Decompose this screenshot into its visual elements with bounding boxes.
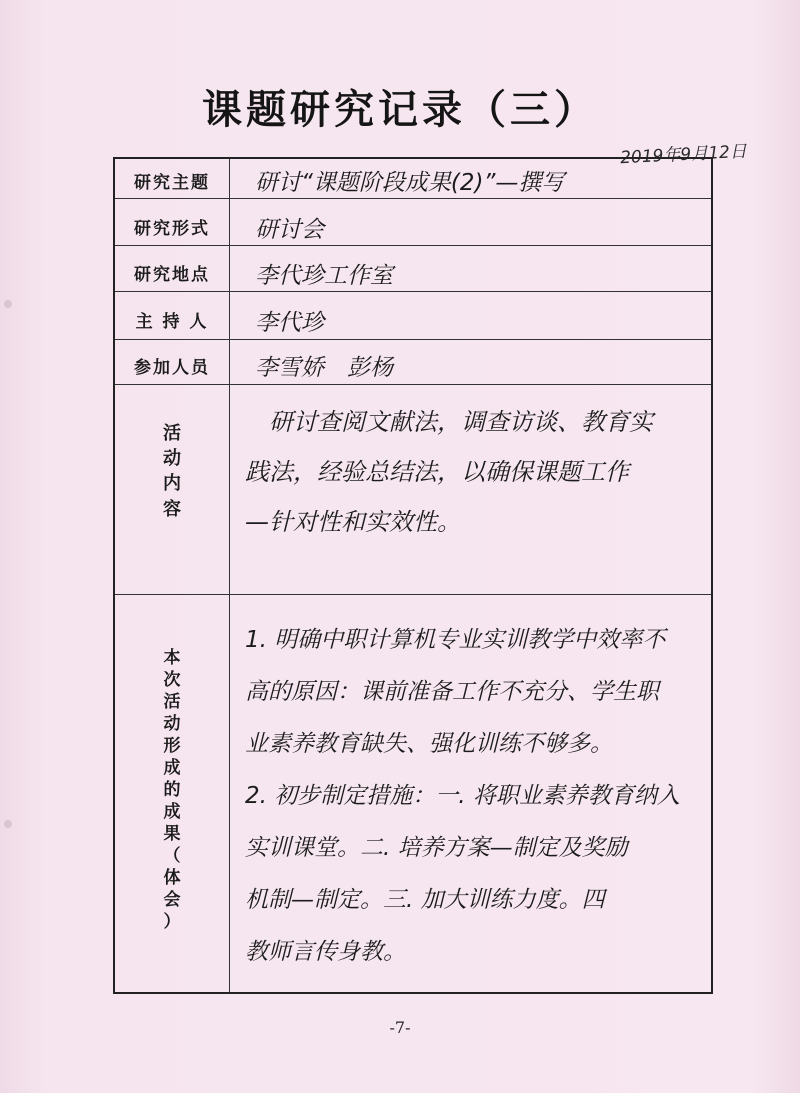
value-participants: 李雪娇 彭杨 xyxy=(255,355,393,381)
binding-hole xyxy=(4,300,12,308)
label-activity-results: 本 次 活 动 形 成 的 成 果 （ 体 会 ） xyxy=(163,648,181,932)
binding-hole xyxy=(4,820,12,828)
value-research-location: 李代珍工作室 xyxy=(255,263,393,289)
activity-results xyxy=(245,614,707,978)
results-line: 1. 明确中职计算机专业实训教学中效率不 xyxy=(245,627,666,653)
value-research-topic: 研讨“课题阶段成果(2)”—撰写 xyxy=(255,170,565,196)
table-rule xyxy=(115,339,711,340)
results-line: 2. 初步制定措施：一. 将职业素养教育纳入 xyxy=(245,783,680,809)
activity-content xyxy=(245,397,707,547)
label-research-form: 研究形式 xyxy=(134,219,210,239)
results-line: 教师言传身教。 xyxy=(245,939,406,965)
record-date: 2019年9月12日 xyxy=(619,141,748,169)
value-host: 李代珍 xyxy=(255,310,324,336)
label-research-location: 研究地点 xyxy=(134,265,210,285)
results-line: 高的原因：课前准备工作不充分、学生职 xyxy=(245,679,659,705)
table-rule xyxy=(115,245,711,246)
activity-line: 践法，经验总结法，以确保课题工作 xyxy=(245,458,629,486)
table-rule xyxy=(115,291,711,292)
label-participants: 参加人员 xyxy=(134,358,210,378)
table-rule xyxy=(115,594,711,595)
label-host: 主 持 人 xyxy=(135,312,209,332)
results-line: 机制—制定。三. 加大训练力度。四 xyxy=(245,887,605,913)
label-research-topic: 研究主题 xyxy=(134,173,210,193)
page-title: 课题研究记录（三） xyxy=(202,86,598,133)
table-rule xyxy=(115,384,711,385)
value-research-form: 研讨会 xyxy=(255,217,324,243)
results-line: 实训课堂。二. 培养方案—制定及奖励 xyxy=(245,835,628,861)
column-divider xyxy=(229,159,230,992)
activity-line: —针对性和实效性。 xyxy=(245,508,461,536)
activity-line: 研讨查阅文献法，调查访谈、教育实 xyxy=(245,408,653,436)
label-activity-content: 活 动 内 容 xyxy=(163,423,181,520)
table-rule xyxy=(115,198,711,199)
page-number: -7- xyxy=(389,1018,411,1037)
record-table xyxy=(113,157,713,994)
results-line: 业素养教育缺失、强化训练不够多。 xyxy=(245,731,613,757)
